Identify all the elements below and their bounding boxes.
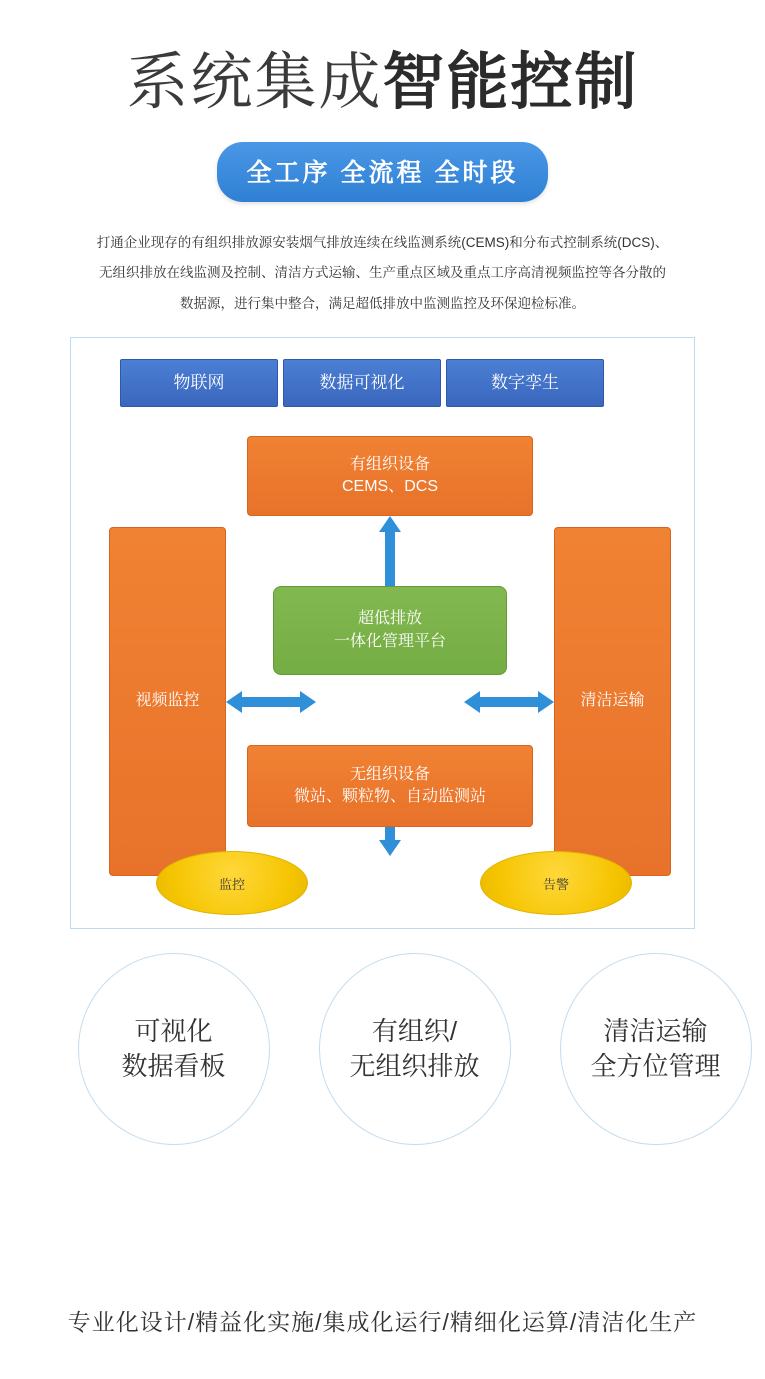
diagram-ellipse-alarm[interactable] (480, 851, 632, 915)
page-title-light: 系统集成 (126, 48, 383, 117)
platform-line2: 一体化管理平台 (333, 632, 446, 650)
description-line-1: 打通企业现存的有组织排放源安装烟气排放连续在线监测系统(CEMS)和分布式控制系统(DCS)、 (96, 235, 669, 250)
feature-circle-transport[interactable] (560, 953, 752, 1145)
diagram-box-data-visualization[interactable] (283, 359, 441, 407)
unorganized-equipment-line1: 无组织设备 (349, 765, 430, 783)
feature-circle-emissions-line2: 无组织排放 (349, 1051, 480, 1082)
feature-circle-visualization-line1: 可视化 (134, 1016, 213, 1047)
subtitle-pill-wrap (0, 142, 765, 202)
feature-circle-emissions[interactable] (319, 953, 511, 1145)
footer-tagline: 专业化设计/精益化实施/集成化运行/精细化运算/清洁化生产 (67, 1309, 698, 1335)
feature-circles (33, 953, 733, 1145)
diagram-box-digital-twin-label: 数字孪生 (491, 373, 559, 393)
diagram-box-digital-twin[interactable] (446, 359, 604, 407)
diagram-box-data-visualization-label: 数据可视化 (319, 373, 405, 393)
description-line-2: 无组织排放在线监测及控制、清洁方式运输、生产重点区域及重点工序高清视频监控等各分散的 (99, 265, 666, 281)
diagram-box-organized-equipment[interactable] (247, 436, 533, 516)
feature-circle-visualization-line2: 数据看板 (121, 1051, 226, 1082)
video-monitoring-label: 视频监控 (135, 692, 200, 710)
diagram-ellipse-monitoring[interactable] (156, 851, 308, 915)
diagram-box-iot[interactable] (120, 359, 278, 407)
feature-circle-emissions-line1: 有组织/ (371, 1016, 458, 1047)
description-paragraph (71, 228, 695, 319)
feature-circle-transport-line2: 全方位管理 (590, 1051, 721, 1082)
feature-circle-transport-line1: 清洁运输 (603, 1016, 708, 1047)
diagram-box-unorganized-equipment[interactable] (247, 745, 533, 827)
diagram-box-iot-label: 物联网 (173, 373, 225, 393)
diagram-box-clean-transport[interactable] (554, 527, 671, 876)
organized-equipment-line1: 有组织设备 (349, 455, 430, 473)
platform-line1: 超低排放 (357, 610, 422, 628)
description-line-3: 数据源，进行集中整合，满足超低排放中监测监控及环保迎检标准。 (180, 295, 585, 311)
architecture-diagram (70, 337, 695, 929)
feature-circle-visualization[interactable] (78, 953, 270, 1145)
diagram-box-video-monitoring[interactable] (109, 527, 226, 876)
clean-transport-label: 清洁运输 (580, 692, 645, 710)
ellipse-monitoring-label: 监控 (218, 876, 245, 892)
subtitle-pill: 全工序 全流程 全时段 (217, 142, 549, 202)
ellipse-alarm-label: 告警 (542, 876, 569, 892)
page-title (0, 48, 765, 117)
organized-equipment-line2: CEMS、DCS (341, 478, 438, 496)
page-title-bold: 智能控制 (382, 48, 639, 117)
unorganized-equipment-line2: 微站、颗粒物、自动监测站 (293, 788, 486, 806)
diagram-box-platform[interactable] (273, 586, 507, 675)
